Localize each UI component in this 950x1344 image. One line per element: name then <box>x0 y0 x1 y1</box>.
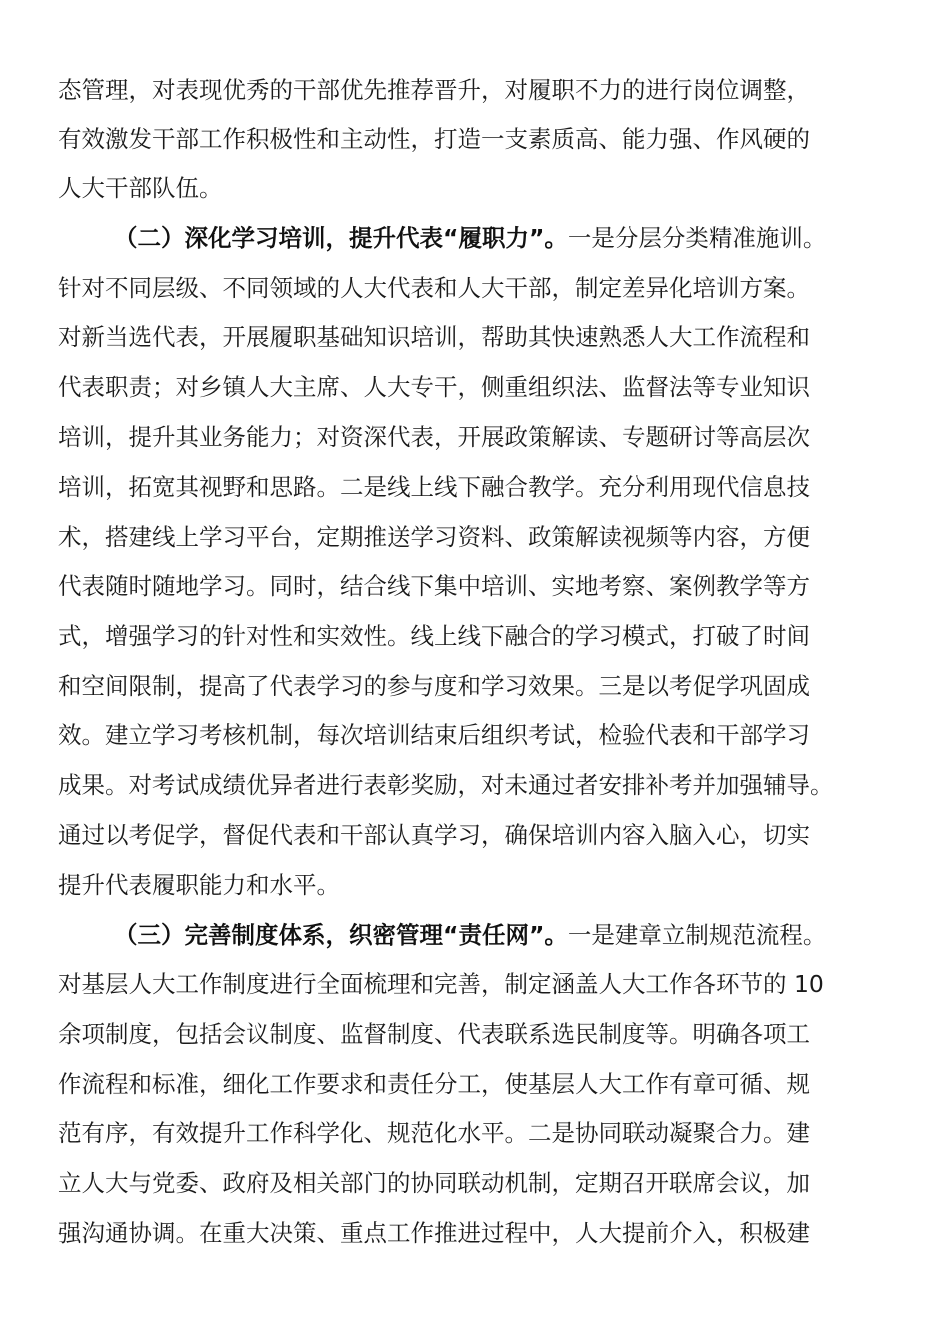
text-line: 态管理，对表现优秀的干部优先推荐晋升，对履职不力的进行岗位调整， <box>58 76 810 104</box>
text-line: 对基层人大工作制度进行全面梳理和完善，制定涵盖人大工作各环节的 10 <box>58 970 824 998</box>
text-line: 作流程和标准，细化工作要求和责任分工，使基层人大工作有章可循、规 <box>58 1070 810 1098</box>
text-line: 术，搭建线上学习平台，定期推送学习资料、政策解读视频等内容，方便 <box>58 523 810 551</box>
text-line: 培训，拓宽其视野和思路。二是线上线下融合教学。充分利用现代信息技 <box>58 473 810 501</box>
text-line: 代表随时随地学习。同时，结合线下集中培训、实地考察、案例教学等方 <box>58 572 810 600</box>
text-line: 有效激发干部工作积极性和主动性，打造一支素质高、能力强、作风硬的 <box>58 125 810 153</box>
section-heading-line: （二）深化学习培训，提升代表“履职力”。一是分层分类精准施训。 <box>114 224 827 252</box>
text-line: 强沟通协调。在重大决策、重点工作推进过程中，人大提前介入，积极建 <box>58 1219 810 1247</box>
text-line: 提升代表履职能力和水平。 <box>58 871 340 899</box>
text-line: 式，增强学习的针对性和实效性。线上线下融合的学习模式，打破了时间 <box>58 622 810 650</box>
text-line: 立人大与党委、政府及相关部门的协同联动机制，定期召开联席会议，加 <box>58 1169 810 1197</box>
text-line: 对新当选代表，开展履职基础知识培训，帮助其快速熟悉人大工作流程和 <box>58 323 810 351</box>
text-line: 代表职责；对乡镇人大主席、人大专干，侧重组织法、监督法等专业知识 <box>58 373 810 401</box>
text-line: 针对不同层级、不同领域的人大代表和人大干部，制定差异化培训方案。 <box>58 274 810 302</box>
text-line: 和空间限制，提高了代表学习的参与度和学习效果。三是以考促学巩固成 <box>58 672 810 700</box>
text-line: 余项制度，包括会议制度、监督制度、代表联系选民制度等。明确各项工 <box>58 1020 810 1048</box>
section-heading-2: （二）深化学习培训，提升代表“履职力”。 <box>114 224 568 252</box>
section-heading-line: （三）完善制度体系，织密管理“责任网”。一是建章立制规范流程。 <box>114 921 827 949</box>
text-line: 效。建立学习考核机制，每次培训结束后组织考试，检验代表和干部学习 <box>58 721 810 749</box>
section-heading-3: （三）完善制度体系，织密管理“责任网”。 <box>114 921 568 949</box>
text-line: 人大干部队伍。 <box>58 174 223 202</box>
text-line: 成果。对考试成绩优异者进行表彰奖励，对未通过者安排补考并加强辅导。 <box>58 771 834 799</box>
text-line: 范有序，有效提升工作科学化、规范化水平。二是协同联动凝聚合力。建 <box>58 1119 810 1147</box>
text-line: 通过以考促学，督促代表和干部认真学习，确保培训内容入脑入心，切实 <box>58 821 810 849</box>
text-line: 培训，提升其业务能力；对资深代表，开展政策解读、专题研讨等高层次 <box>58 423 810 451</box>
